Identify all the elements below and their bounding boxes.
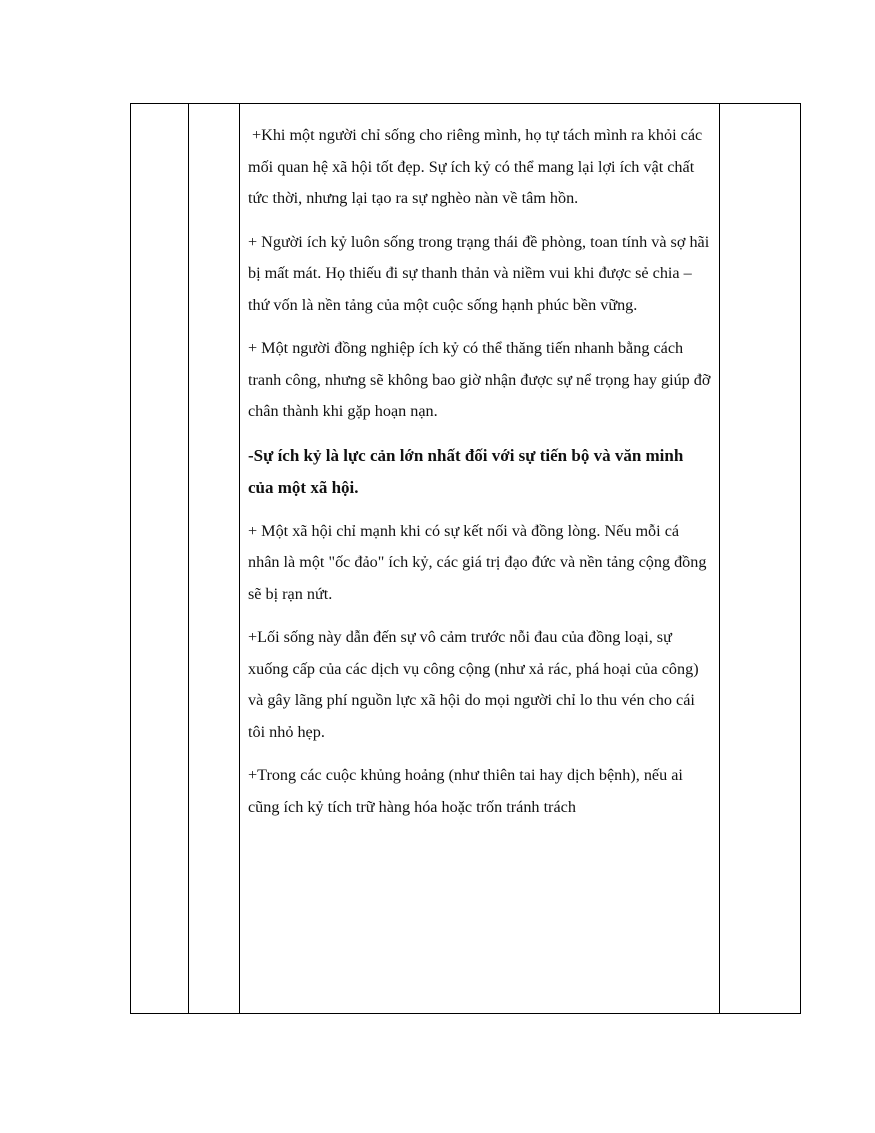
content-table [130,103,801,1014]
paragraph-indifference: +Lối sống này dẫn đến sự vô cảm trước nỗi đau của đồng loại, sự xuống cấp của các dịch vụ công cộng (như xả rác, phá hoại của công) và gây lãng phí nguồn lực xã hội do mọi người chỉ lo thu vén cho cái tôi nhỏ hẹp. [248,628,699,741]
paragraph-heading-society: -Sự ích kỷ là lực cản lớn nhất đối với sự tiến bộ và văn minh của một xã hội. [248,445,684,497]
empty-cell-right [720,104,801,1014]
paragraph-selfish-colleague: + Một người đồng nghiệp ích kỷ có thể thăng tiến nhanh bằng cách tranh công, nhưng sẽ không bao giờ nhận được sự nể trọng hay giúp đỡ chân thành khi gặp hoạn nạn. [248,339,711,420]
paragraph-selfishness-isolation: +Khi một người chỉ sống cho riêng mình, họ tự tách mình ra khỏi các mối quan hệ xã hội tốt đẹp. Sự ích kỷ có thể mang lại lợi ích vật chất tức thời, nhưng lại tạo ra sự nghèo nàn về tâm hồn. [248,126,703,207]
paragraph-selfishness-fear: + Người ích kỷ luôn sống trong trạng thái đề phòng, toan tính và sợ hãi bị mất mát. Họ thiếu đi sự thanh thản và niềm vui khi được sẻ chia – thứ vốn là nền tảng của một cuộc sống hạnh phúc bền vững. [248,232,710,314]
empty-cell-narrow [189,104,240,1014]
empty-cell-left [131,104,189,1014]
paragraph-crisis: +Trong các cuộc khủng hoảng (như thiên tai hay dịch bệnh), nếu ai cũng ích kỷ tích trữ hàng hóa hoặc trốn tránh trách [248,766,683,816]
table-row [131,104,801,1014]
paragraph-society-connection: + Một xã hội chỉ mạnh khi có sự kết nối và đồng lòng. Nếu mỗi cá nhân là một "ốc đảo" ích kỷ, các giá trị đạo đức và nền tảng cộng đồng sẽ bị rạn nứt. [248,521,707,603]
content-cell [240,104,720,1014]
